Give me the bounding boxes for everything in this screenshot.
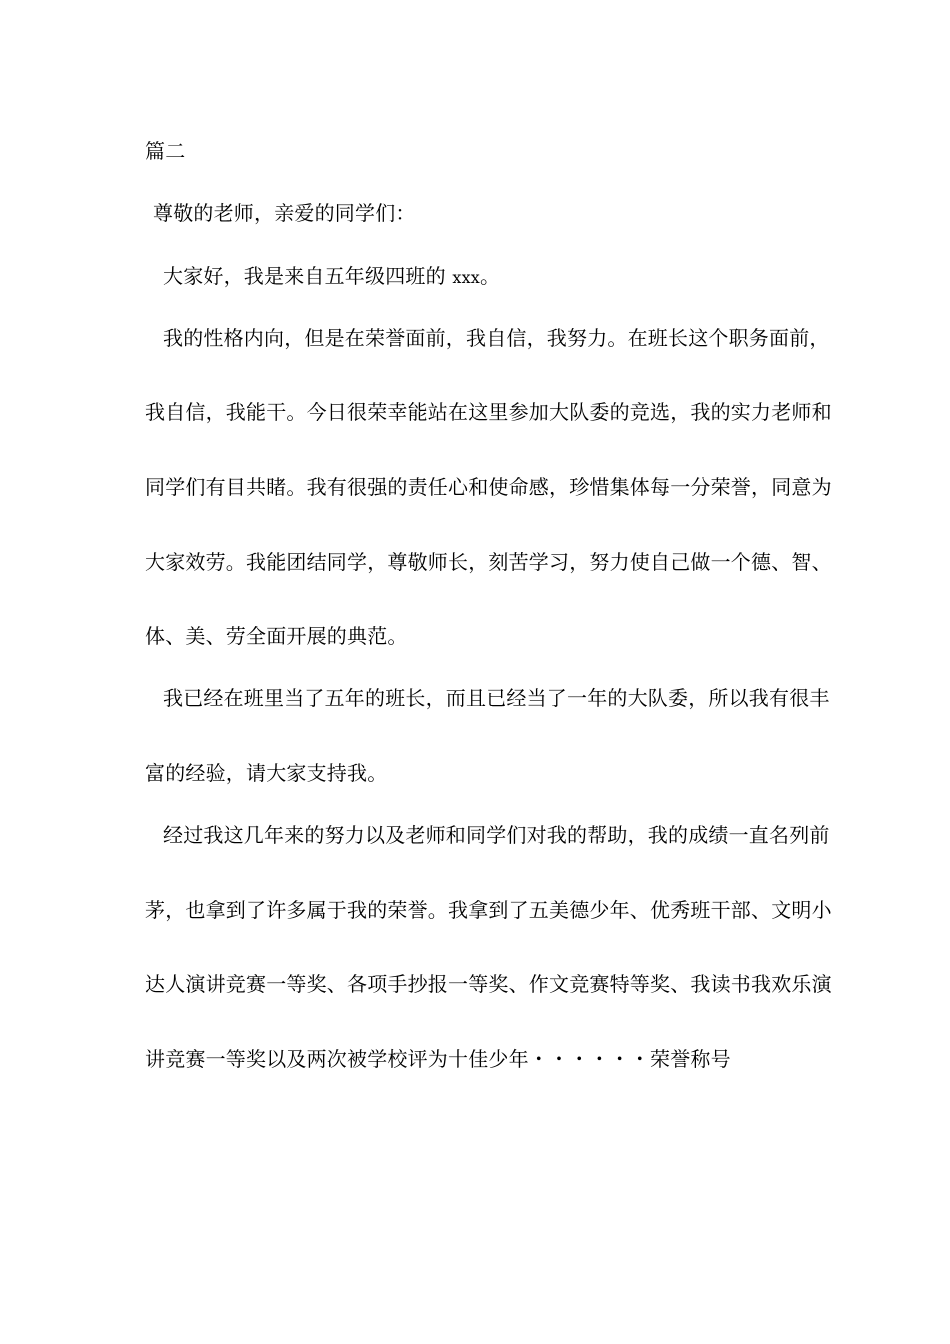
greeting-suffix: 。	[480, 264, 501, 288]
paragraph3-line3: 达人演讲竞赛一等奖、各项手抄报一等奖、作文竞赛特等奖、我读书我欢乐演	[145, 972, 832, 996]
greeting-prefix: 大家好，我是来自五年级四班的	[163, 264, 453, 288]
paragraph1-line4: 大家效劳。我能团结同学，尊敬师长，刻苦学习，努力使自己做一个德、智、	[145, 550, 832, 574]
paragraph2-line2: 富的经验，请大家支持我。	[145, 761, 388, 785]
paragraph3-line2: 茅，也拿到了许多属于我的荣誉。我拿到了五美德少年、优秀班干部、文明小	[145, 898, 832, 922]
salutation: 尊敬的老师，亲爱的同学们：	[153, 201, 416, 225]
paragraph3-line4: 讲竞赛一等奖以及两次被学校评为十佳少年・・・・・・荣誉称号	[145, 1047, 731, 1071]
greeting-name: xxx	[452, 268, 481, 287]
paragraph1-line5: 体、美、劳全面开展的典范。	[145, 624, 408, 648]
paragraph1-line3: 同学们有目共睹。我有很强的责任心和使命感，珍惜集体每一分荣誉，同意为	[145, 475, 832, 499]
paragraph1-line2: 我自信，我能干。今日很荣幸能站在这里参加大队委的竞选，我的实力老师和	[145, 400, 832, 424]
paragraph2-line1: 我已经在班里当了五年的班长，而且已经当了一年的大队委，所以我有很丰	[163, 686, 830, 710]
greeting-line	[163, 264, 500, 290]
paragraph1-line1: 我的性格内向，但是在荣誉面前，我自信，我努力。在班长这个职务面前，	[163, 326, 830, 350]
section-heading: 篇二	[145, 139, 186, 163]
paragraph3-line1: 经过我这几年来的努力以及老师和同学们对我的帮助，我的成绩一直名列前	[163, 823, 830, 847]
